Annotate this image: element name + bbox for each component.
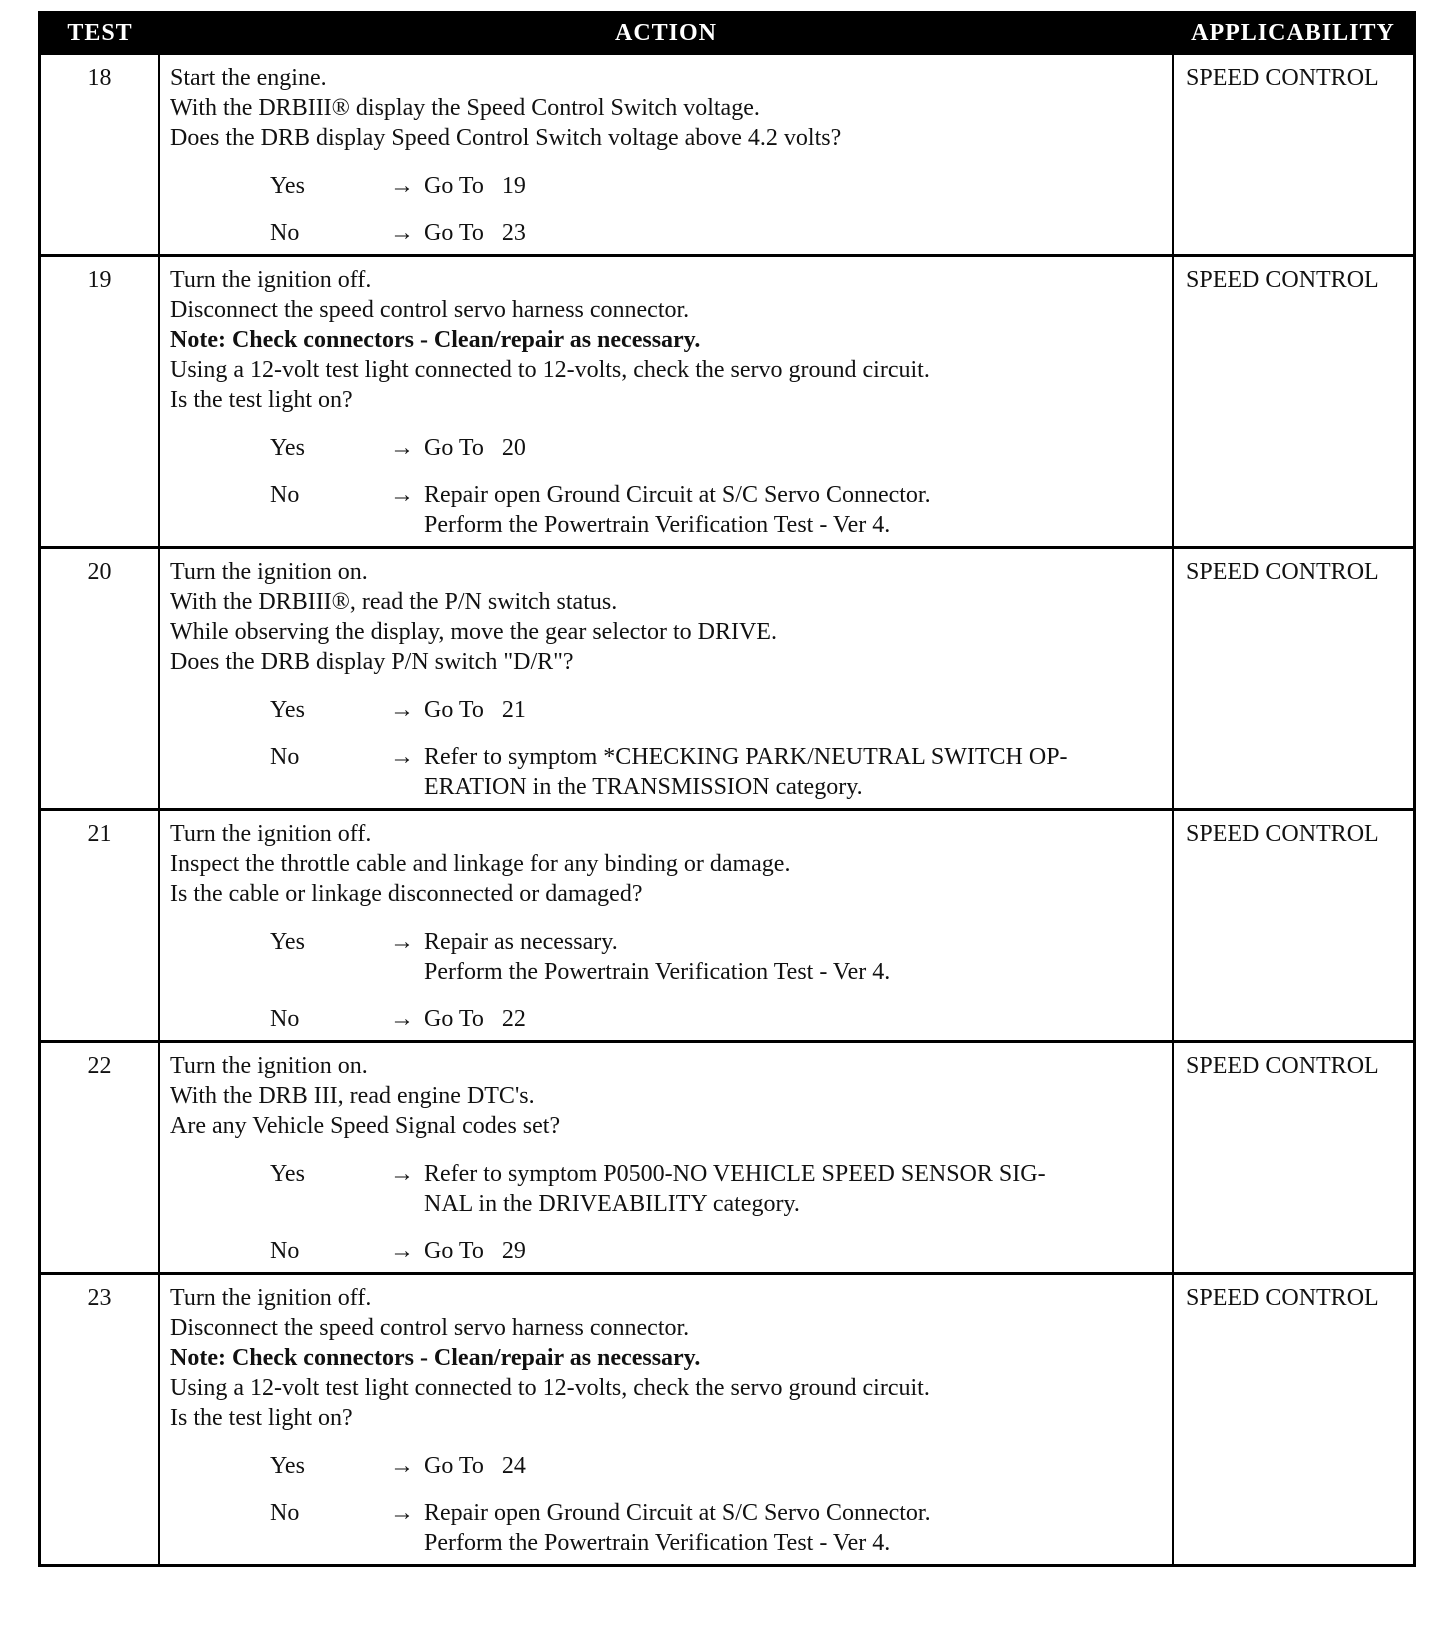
response-label: Yes: [270, 1453, 305, 1479]
action-line: Using a 12-volt test light connected to 12-volts, check the servo ground circuit.: [170, 1375, 930, 1401]
response-text: [424, 1451, 1162, 1481]
response-text-line: Go To 22: [424, 1006, 526, 1032]
response-text: [424, 1498, 1162, 1558]
test-number: 21: [40, 810, 160, 1042]
response-text: [424, 1236, 1162, 1266]
table-row: [40, 1274, 1415, 1566]
response-text-line: Perform the Powertrain Verification Test - Ver 4.: [424, 959, 891, 985]
test-number: 19: [40, 256, 160, 548]
arrow-right-icon: →: [390, 744, 414, 770]
table-row: [40, 256, 1415, 548]
action-cell: [159, 548, 1173, 810]
action-cell: [159, 1274, 1173, 1566]
response-text-line: Go To 19: [424, 173, 526, 199]
response-text-line: NAL in the DRIVEABILITY category.: [424, 1191, 800, 1217]
action-line: While observing the display, move the gear selector to DRIVE.: [170, 619, 777, 645]
response-text: [424, 742, 1162, 802]
action-note: Note: Check connectors - Clean/repair as necessary.: [170, 1345, 701, 1371]
response-label: No: [270, 1500, 300, 1526]
response-text: [424, 480, 1162, 540]
response-text-line: Refer to symptom *CHECKING PARK/NEUTRAL SWITCH OP-: [424, 744, 1068, 770]
test-procedure-table: [38, 11, 1416, 1567]
arrow-right-icon: →: [390, 435, 414, 461]
response-yes: [270, 927, 1162, 987]
arrow-right-icon: →: [390, 220, 414, 246]
response-text-line: Repair open Ground Circuit at S/C Servo Connector.: [424, 1500, 931, 1526]
action-line: With the DRBIII® display the Speed Control Switch voltage.: [170, 95, 760, 121]
response-text: [424, 1159, 1162, 1219]
action-note: Note: Check connectors - Clean/repair as necessary.: [170, 327, 701, 353]
action-line: Using a 12-volt test light connected to 12-volts, check the servo ground circuit.: [170, 357, 930, 383]
response-label: Yes: [270, 173, 305, 199]
action-line: Turn the ignition off.: [170, 1285, 372, 1311]
arrow-right-icon: →: [390, 173, 414, 199]
response-text: [424, 218, 1162, 248]
response-yes: [270, 1451, 1162, 1481]
response-text-line: Go To 21: [424, 697, 526, 723]
response-no: [270, 742, 1162, 802]
header-test: TEST: [40, 13, 160, 54]
response-text-line: Go To 20: [424, 435, 526, 461]
response-text: [424, 1004, 1162, 1034]
applicability-cell: SPEED CONTROL: [1173, 1042, 1415, 1274]
response-no: [270, 1498, 1162, 1558]
response-label: No: [270, 744, 300, 770]
response-text-line: Go To 24: [424, 1453, 526, 1479]
response-label: No: [270, 1238, 300, 1264]
action-line: Turn the ignition on.: [170, 559, 368, 585]
table-row: [40, 54, 1415, 256]
test-number: 23: [40, 1274, 160, 1566]
action-line: Turn the ignition off.: [170, 267, 372, 293]
response-text: [424, 695, 1162, 725]
action-line: Disconnect the speed control servo harness connector.: [170, 297, 690, 323]
applicability-cell: SPEED CONTROL: [1173, 548, 1415, 810]
action-line: With the DRB III, read engine DTC's.: [170, 1083, 535, 1109]
response-text-line: ERATION in the TRANSMISSION category.: [424, 774, 863, 800]
table-row: [40, 548, 1415, 810]
table-row: [40, 1042, 1415, 1274]
response-text-line: Perform the Powertrain Verification Test - Ver 4.: [424, 512, 891, 538]
response-yes: [270, 433, 1162, 463]
action-cell: [159, 810, 1173, 1042]
response-label: No: [270, 220, 300, 246]
table-row: [40, 810, 1415, 1042]
response-text-line: Go To 29: [424, 1238, 526, 1264]
test-number: 20: [40, 548, 160, 810]
action-line: Start the engine.: [170, 65, 327, 91]
response-label: Yes: [270, 1161, 305, 1187]
applicability-cell: SPEED CONTROL: [1173, 256, 1415, 548]
response-yes: [270, 171, 1162, 201]
arrow-right-icon: →: [390, 1006, 414, 1032]
response-no: [270, 1004, 1162, 1034]
response-label: No: [270, 1006, 300, 1032]
applicability-cell: SPEED CONTROL: [1173, 54, 1415, 256]
action-line: With the DRBIII®, read the P/N switch status.: [170, 589, 618, 615]
action-line: Is the cable or linkage disconnected or damaged?: [170, 881, 643, 907]
response-no: [270, 218, 1162, 248]
action-line: Is the test light on?: [170, 387, 353, 413]
header-action: ACTION: [159, 13, 1173, 54]
test-number: 22: [40, 1042, 160, 1274]
response-text: [424, 171, 1162, 201]
arrow-right-icon: →: [390, 929, 414, 955]
arrow-right-icon: →: [390, 697, 414, 723]
response-label: Yes: [270, 697, 305, 723]
action-cell: [159, 256, 1173, 548]
action-line: Does the DRB display Speed Control Switch voltage above 4.2 volts?: [170, 125, 842, 151]
response-text-line: Perform the Powertrain Verification Test - Ver 4.: [424, 1530, 891, 1556]
response-text-line: Refer to symptom P0500-NO VEHICLE SPEED SENSOR SIG-: [424, 1161, 1046, 1187]
response-label: Yes: [270, 435, 305, 461]
action-line: Turn the ignition on.: [170, 1053, 368, 1079]
response-yes: [270, 695, 1162, 725]
response-text: [424, 433, 1162, 463]
applicability-cell: SPEED CONTROL: [1173, 1274, 1415, 1566]
arrow-right-icon: →: [390, 1453, 414, 1479]
response-text-line: Repair open Ground Circuit at S/C Servo Connector.: [424, 482, 931, 508]
response-yes: [270, 1159, 1162, 1219]
arrow-right-icon: →: [390, 482, 414, 508]
test-number: 18: [40, 54, 160, 256]
header-row: [40, 13, 1415, 54]
action-cell: [159, 54, 1173, 256]
arrow-right-icon: →: [390, 1161, 414, 1187]
action-line: Does the DRB display P/N switch "D/R"?: [170, 649, 574, 675]
arrow-right-icon: →: [390, 1500, 414, 1526]
applicability-cell: SPEED CONTROL: [1173, 810, 1415, 1042]
response-label: No: [270, 482, 300, 508]
action-cell: [159, 1042, 1173, 1274]
response-text-line: Go To 23: [424, 220, 526, 246]
action-line: Disconnect the speed control servo harness connector.: [170, 1315, 690, 1341]
table-body: [40, 54, 1415, 1566]
arrow-right-icon: →: [390, 1238, 414, 1264]
action-line: Turn the ignition off.: [170, 821, 372, 847]
response-no: [270, 1236, 1162, 1266]
action-line: Is the test light on?: [170, 1405, 353, 1431]
response-text-line: Repair as necessary.: [424, 929, 618, 955]
header-applicability: APPLICABILITY: [1173, 13, 1415, 54]
response-no: [270, 480, 1162, 540]
response-text: [424, 927, 1162, 987]
action-line: Inspect the throttle cable and linkage for any binding or damage.: [170, 851, 791, 877]
response-label: Yes: [270, 929, 305, 955]
action-line: Are any Vehicle Speed Signal codes set?: [170, 1113, 561, 1139]
